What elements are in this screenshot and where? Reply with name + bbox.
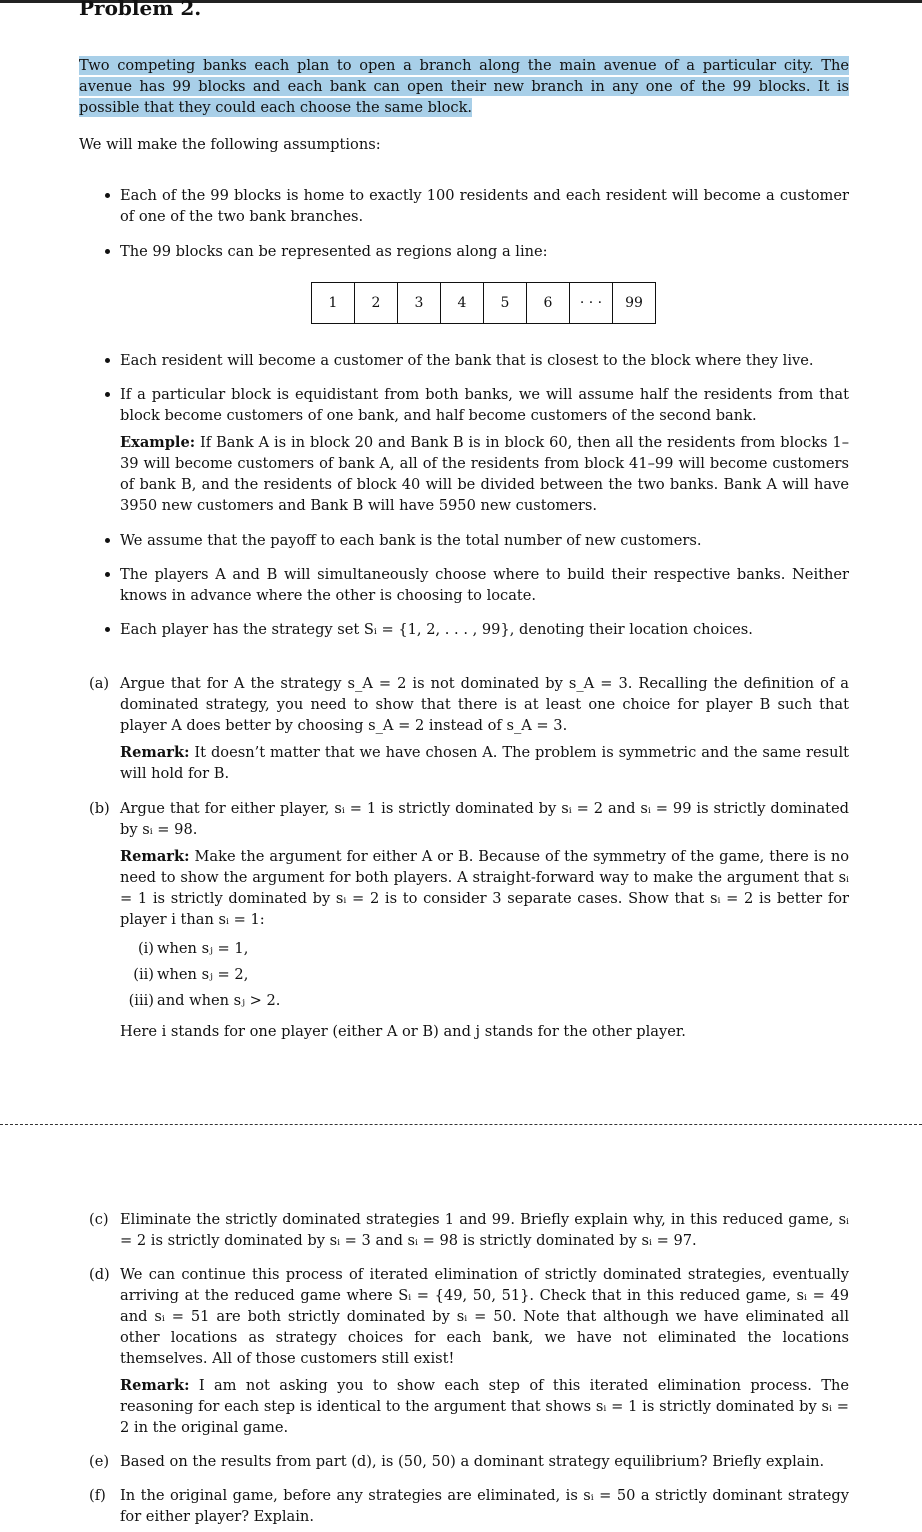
part-label: (a)	[89, 675, 110, 692]
assumption-list-2	[120, 350, 849, 640]
list-item: Each resident will become a customer of the bank that is closest to the block where they live.	[120, 350, 849, 371]
block-cell: 99	[625, 294, 643, 311]
case-text: when sⱼ = 1,	[157, 940, 249, 957]
part-label: (d)	[89, 1266, 110, 1283]
part-a	[89, 673, 849, 784]
part-b	[89, 798, 849, 1042]
page-break-divider	[0, 1124, 922, 1125]
list-item: The players A and B will simultaneously choose where to build their respective banks. Neither knows in advance where the other is choosing to locate.	[120, 566, 849, 604]
case-item	[120, 938, 849, 959]
list-item: We assume that the payoff to each bank is the total number of new customers.	[120, 530, 849, 551]
remark-a	[120, 742, 849, 784]
block-cell: 4	[441, 283, 484, 323]
block-cell: 1	[312, 283, 355, 323]
case-text: and when sⱼ > 2.	[157, 992, 281, 1009]
question-parts-2	[89, 1209, 849, 1527]
part-text: Argue that for A the strategy s_A = 2 is not dominated by s_A = 3. Recalling the definition of a dominated strategy, you need to show that there is at least one choice for player B such that player A does better by choosing s_A = 2 instead of s_A = 3.	[120, 675, 849, 734]
remark-text: Make the argument for either A or B. Because of the symmetry of the game, there is no need to show the argument for both players. A straight-forward way to make the argument that sᵢ = 1 is strictly dominated by sᵢ = 2 is to consider 3 separate cases. Show that sᵢ = 2 is better for player i than sᵢ = 1:	[120, 848, 849, 928]
part-label: (e)	[89, 1453, 110, 1470]
remark-text: I am not asking you to show each step of this iterated elimination process. The reasoning for each step is identical to the argument that shows sᵢ = 1 is strictly dominated by sᵢ = 2 in the original game.	[120, 1377, 849, 1436]
list-item: If a particular block is equidistant from both banks, we will assume half the residents from that block become customers of one bank, and half become customers of the second bank.	[120, 386, 849, 424]
intro-highlight[interactable]: Two competing banks each plan to open a branch along the main avenue of a particular city. The avenue has 99 blocks and each bank can open their new branch in any one of the 99 blocks. It is possible that they could each choose the same block.	[79, 57, 849, 116]
part-text: Eliminate the strictly dominated strategies 1 and 99. Briefly explain why, in this reduced game, sᵢ = 2 is strictly dominated by sᵢ = 3 and sᵢ = 98 is strictly dominated by sᵢ = 97.	[120, 1211, 849, 1249]
case-label: (ii)	[133, 966, 154, 983]
case-item	[120, 990, 849, 1011]
part-d	[89, 1264, 849, 1438]
case-label: (iii)	[128, 992, 154, 1009]
block-cell: 2	[355, 283, 398, 323]
assumption-list-1	[120, 185, 849, 262]
case-item	[120, 964, 849, 985]
example-text: If Bank A is in block 20 and Bank B is in block 60, then all the residents from blocks 1–39 will become customers of bank A, all of the residents from block 41–99 will become customers of bank B, and the residents of block 40 will be divided between the two banks. Bank A will have 3950 new customers and Bank B will have 5950 new customers.	[120, 434, 849, 514]
blocks-diagram	[311, 282, 656, 324]
part-label: (b)	[89, 800, 110, 817]
case-text: when sⱼ = 2,	[157, 966, 249, 983]
remark-d	[120, 1375, 849, 1438]
block-cell: 6	[527, 283, 570, 323]
remark-label: Remark:	[120, 1377, 190, 1394]
example-label: Example:	[120, 434, 196, 451]
block-cell: 5	[484, 283, 527, 323]
part-text: In the original game, before any strategies are eliminated, is sᵢ = 50 a strictly dominant strategy for either player? Explain.	[120, 1487, 849, 1525]
remark-text: It doesn’t matter that we have chosen A. The problem is symmetric and the same result will hold for B.	[120, 744, 849, 782]
case-label: (i)	[137, 940, 154, 957]
intro-paragraph[interactable]	[79, 55, 849, 118]
part-label: (f)	[89, 1487, 106, 1504]
list-item: Each of the 99 blocks is home to exactly 100 residents and each resident will become a customer of one of the two bank branches.	[120, 187, 849, 225]
part-label: (c)	[89, 1211, 109, 1228]
closing-note: Here i stands for one player (either A or B) and j stands for the other player.	[120, 1023, 686, 1040]
remark-label: Remark:	[120, 744, 190, 761]
part-c	[89, 1209, 849, 1251]
part-text: Argue that for either player, sᵢ = 1 is strictly dominated by sᵢ = 2 and sᵢ = 99 is strictly dominated by sᵢ = 98.	[120, 800, 849, 838]
list-item: Each player has the strategy set Sᵢ = {1, 2, . . . , 99}, denoting their location choices.	[120, 619, 849, 640]
part-text: We can continue this process of iterated elimination of strictly dominated strategies, eventually arriving at the reduced game where Sᵢ = {49, 50, 51}. Check that in this reduced game, sᵢ = 49 and sᵢ = 51 are both strictly dominated by sᵢ = 50. Note that although we have eliminated all other locations as strategy choices for each bank, we have not eliminated the locations themselves. All of those customers still exist!	[120, 1266, 849, 1367]
list-item: The 99 blocks can be represented as regions along a line:	[120, 241, 849, 262]
example-block	[120, 432, 849, 516]
block-cell: 3	[398, 283, 441, 323]
part-e	[89, 1451, 849, 1472]
block-cell-ellipsis: · · ·	[570, 283, 613, 323]
question-parts-1	[89, 673, 849, 1042]
cases-list	[120, 938, 849, 1011]
remark-b	[120, 846, 849, 930]
problem-title: Problem 2.	[79, 0, 202, 20]
remark-label: Remark:	[120, 848, 190, 865]
part-text: Based on the results from part (d), is (50, 50) a dominant strategy equilibrium? Briefly explain.	[120, 1453, 825, 1470]
part-f	[89, 1485, 849, 1527]
assumptions-lead: We will make the following assumptions:	[79, 136, 381, 153]
